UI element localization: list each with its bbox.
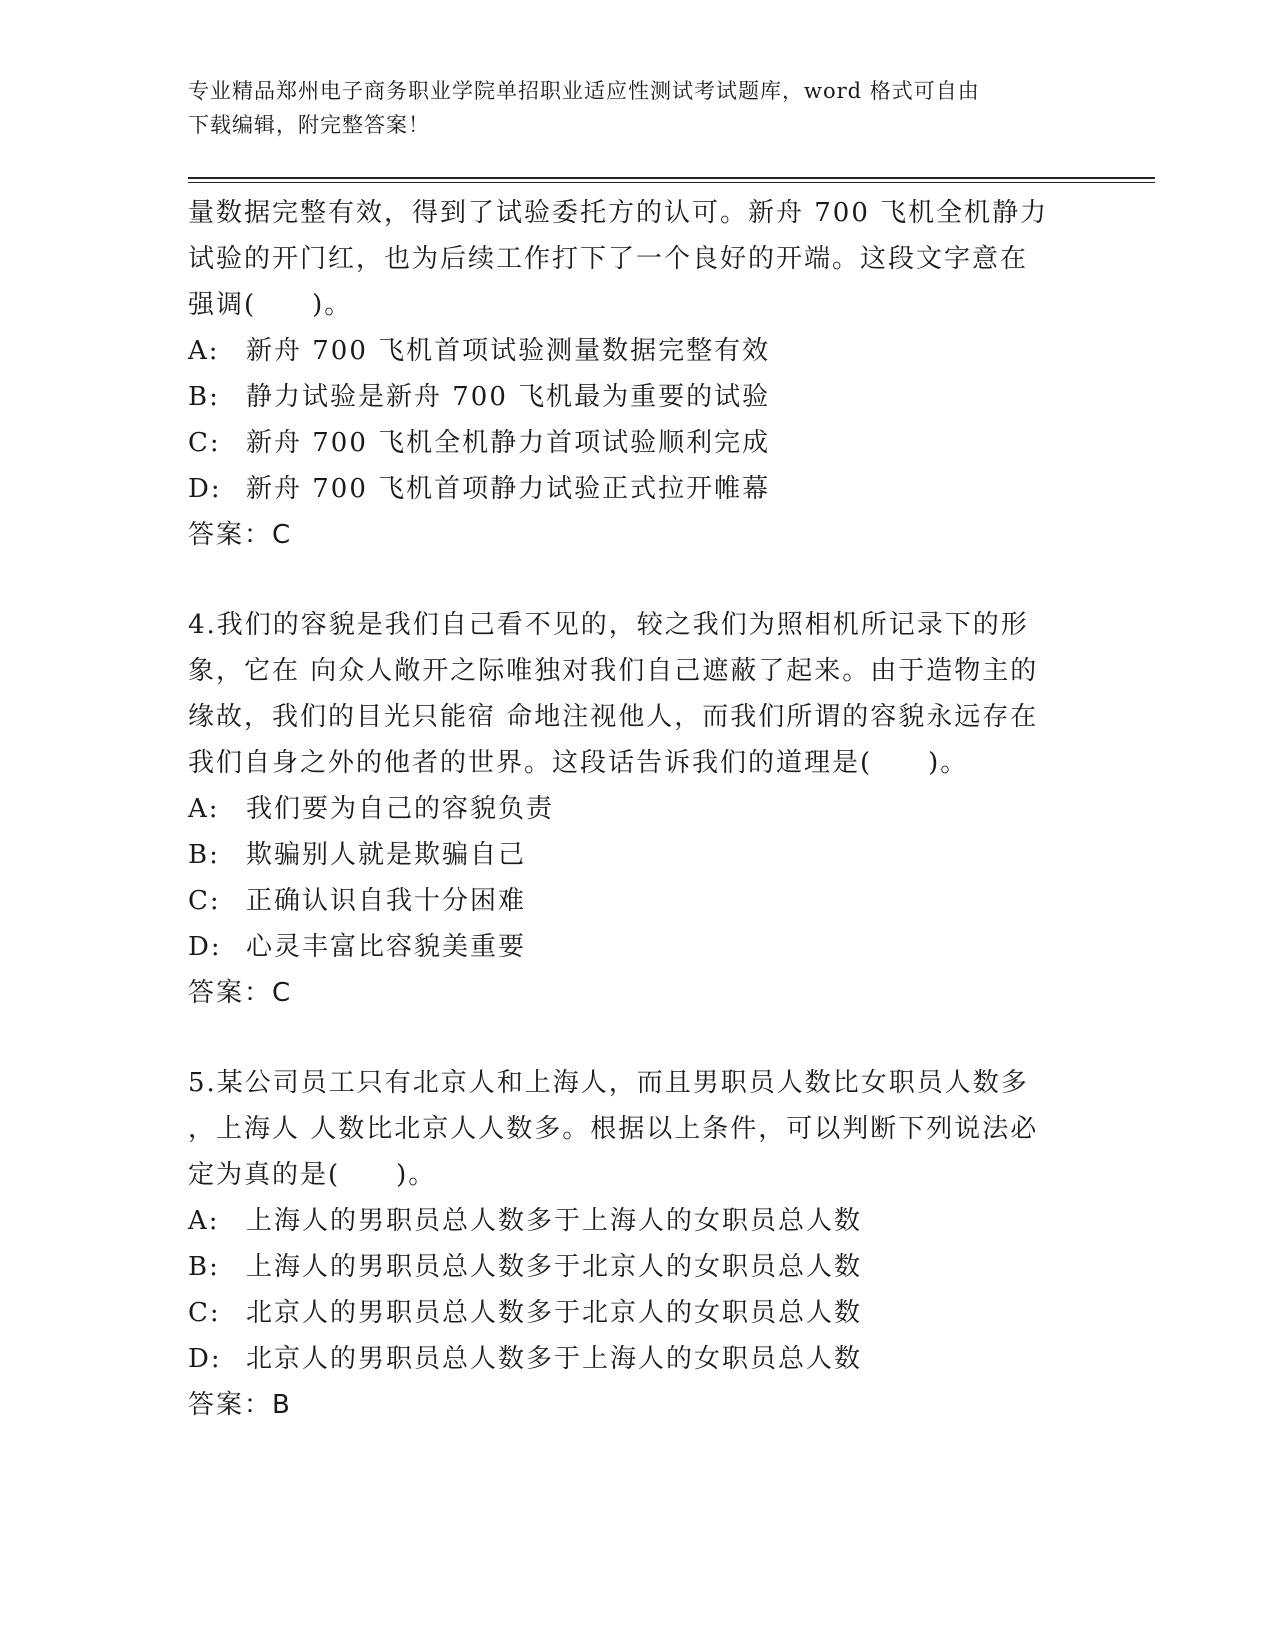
option-a [188, 328, 1078, 374]
page-header [188, 74, 1068, 142]
question-text-line: 量数据完整有效，得到了试验委托方的认可。新舟 700 飞机全机静力 [188, 198, 1049, 228]
spacer [188, 558, 1078, 602]
spacer [188, 1016, 1078, 1060]
option-key: B: [188, 1252, 220, 1282]
question-text-line: 象，它在 向众人敞开之际唯独对我们自己遮蔽了起来。由于造物主的 [188, 656, 1039, 686]
question-3 [188, 190, 1078, 558]
document-body [188, 190, 1078, 1428]
question-5 [188, 1060, 1078, 1428]
option-text: 新舟 700 飞机全机静力首项试验顺利完成 [246, 428, 771, 458]
option-b [188, 374, 1078, 420]
question-text-line: ，上海人 人数比北京人人数多。根据以上条件，可以判断下列说法必 [188, 1114, 1039, 1144]
option-text: 北京人的男职员总人数多于北京人的女职员总人数 [246, 1298, 863, 1328]
question-text-line: 试验的开门红，也为后续工作打下了一个良好的开端。这段文字意在 [188, 244, 1029, 274]
question-text-line: 定为真的是( )。 [188, 1160, 437, 1190]
header-line-1: 专业精品郑州电子商务职业学院单招职业适应性测试考试题库，word 格式可自由 [188, 79, 980, 103]
option-key: A: [188, 794, 220, 824]
option-text: 静力试验是新舟 700 飞机最为重要的试验 [246, 382, 771, 412]
option-key: D: [188, 932, 222, 962]
option-key: C: [188, 428, 221, 458]
option-b [188, 1244, 1078, 1290]
question-text-line: 我们自身之外的他者的世界。这段话告诉我们的道理是( )。 [188, 748, 969, 778]
option-d [188, 924, 1078, 970]
answer-line: 答案：B [188, 1390, 292, 1420]
option-key: C: [188, 1298, 221, 1328]
option-key: A: [188, 1206, 220, 1236]
option-text: 北京人的男职员总人数多于上海人的女职员总人数 [246, 1344, 863, 1374]
option-text: 我们要为自己的容貌负责 [246, 794, 555, 824]
option-c [188, 1290, 1078, 1336]
header-divider-thick [188, 177, 1155, 179]
option-key: C: [188, 886, 221, 916]
answer-line: 答案：C [188, 978, 293, 1008]
option-b [188, 832, 1078, 878]
question-text-line: 5.某公司员工只有北京人和上海人，而且男职员人数比女职员人数多 [188, 1068, 1029, 1098]
header-divider-thin [188, 182, 1155, 183]
option-text: 正确认识自我十分困难 [246, 886, 527, 916]
answer-line: 答案：C [188, 520, 293, 550]
option-text: 上海人的男职员总人数多于上海人的女职员总人数 [246, 1206, 863, 1236]
option-key: B: [188, 382, 220, 412]
option-text: 欺骗别人就是欺骗自己 [246, 840, 527, 870]
option-text: 新舟 700 飞机首项静力试验正式拉开帷幕 [246, 474, 771, 504]
option-a [188, 786, 1078, 832]
option-key: A: [188, 336, 220, 366]
question-text-line: 缘故，我们的目光只能宿 命地注视他人，而我们所谓的容貌永远存在 [188, 702, 1039, 732]
option-key: B: [188, 840, 220, 870]
option-key: D: [188, 474, 222, 504]
option-c [188, 420, 1078, 466]
option-d [188, 466, 1078, 512]
option-a [188, 1198, 1078, 1244]
option-text: 上海人的男职员总人数多于北京人的女职员总人数 [246, 1252, 863, 1282]
option-c [188, 878, 1078, 924]
question-text-line: 4.我们的容貌是我们自己看不见的，较之我们为照相机所记录下的形 [188, 610, 1029, 640]
option-key: D: [188, 1344, 222, 1374]
question-text-line: 强调( )。 [188, 290, 353, 320]
option-text: 心灵丰富比容貌美重要 [246, 932, 527, 962]
option-d [188, 1336, 1078, 1382]
header-line-2: 下载编辑，附完整答案！ [188, 113, 430, 137]
question-4 [188, 602, 1078, 1016]
option-text: 新舟 700 飞机首项试验测量数据完整有效 [246, 336, 771, 366]
